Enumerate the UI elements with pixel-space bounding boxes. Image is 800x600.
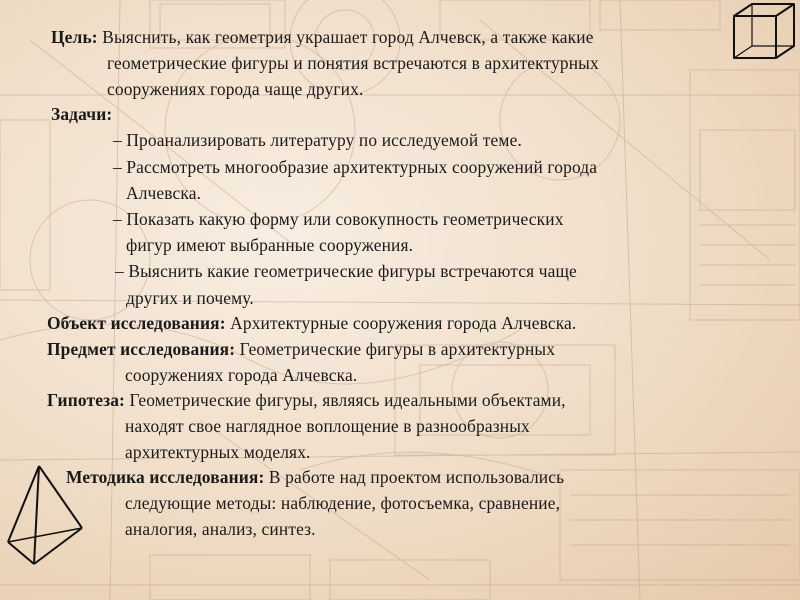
goal-line-2: геометрические фигуры и понятия встречаются в архитектурных — [107, 53, 599, 73]
task-item-3-cont: фигур имеют выбранные сооружения. — [126, 235, 414, 255]
task-item-2: – Рассмотреть многообразие архитектурных сооружений города — [113, 157, 598, 177]
method-line-3: аналогия, анализ, синтез. — [125, 519, 316, 539]
subject-line-2: сооружениях города Алчевска. — [125, 365, 358, 385]
hypothesis-line-2: находят свое наглядное воплощение в разнообразных — [125, 416, 530, 436]
method-line-1: Методика исследования: В работе над проектом использовались — [66, 467, 565, 487]
tasks-heading: Задачи: — [51, 104, 113, 124]
goal-line-3: сооружениях города чаще других. — [107, 79, 364, 99]
goal-line-1 — [51, 27, 594, 47]
object-label: Объект исследования: — [47, 313, 226, 333]
subject-line-1: Предмет исследования: Геометрические фигуры в архитектурных — [47, 339, 556, 359]
hypothesis-line-3: архитектурных моделях. — [125, 442, 311, 462]
goal-text: Выяснить, как геометрия украшает город Алчевск, а также какие — [97, 27, 594, 47]
task-item-1: – Проанализировать литературу по исследуемой теме. — [113, 130, 522, 150]
goal-label: Цель: — [51, 27, 98, 47]
object-line: Объект исследования: Архитектурные сооружения города Алчевска. — [47, 313, 577, 333]
cube-wireframe-icon — [728, 0, 800, 64]
hypothesis-label: Гипотеза: — [47, 390, 125, 410]
task-item-3: – Показать какую форму или совокупность геометрических — [113, 209, 564, 229]
method-line-2: следующие методы: наблюдение, фотосъемка, сравнение, — [125, 493, 561, 513]
task-item-4: – Выяснить какие геометрические фигуры встречаются чаще — [115, 261, 577, 281]
hypothesis-line-1: Гипотеза: Геометрические фигуры, являясь идеальными объектами, — [47, 390, 566, 410]
subject-label: Предмет исследования: — [47, 339, 236, 359]
task-item-4-cont: других и почему. — [126, 288, 254, 308]
task-item-2-cont: Алчевска. — [126, 183, 202, 203]
pyramid-wireframe-icon — [4, 460, 86, 570]
method-label: Методика исследования: — [66, 467, 265, 487]
